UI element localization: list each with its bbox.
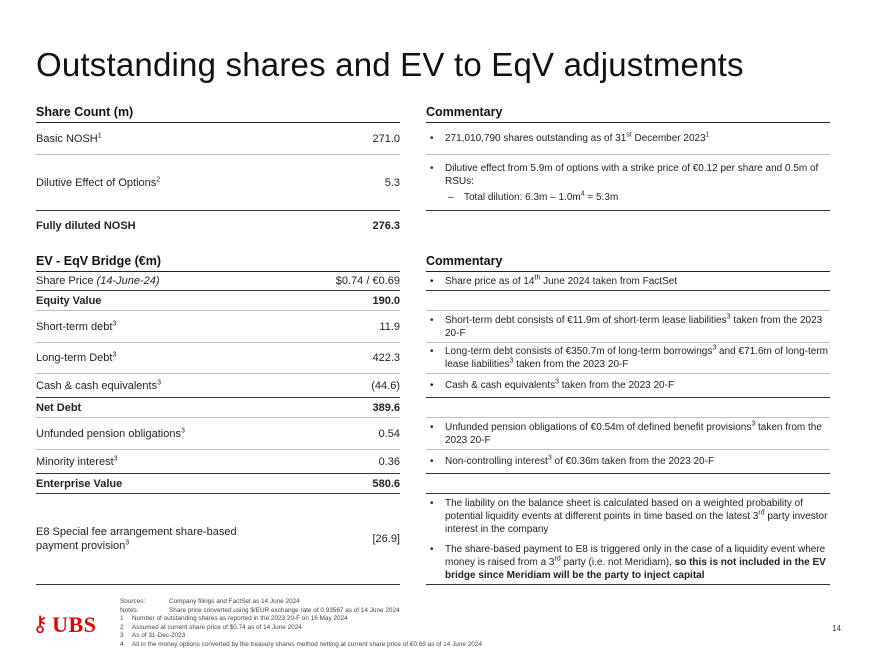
commentary-item: • Share price as of 14th June 2024 taken from FactSet [426,272,830,291]
table-row-net-debt [36,398,400,418]
row-label: Cash & cash equivalents [36,379,158,392]
commentary-header: Commentary [426,254,830,272]
row-label: Net Debt [36,401,82,414]
row-value: (44.6) [371,379,400,392]
footnote-text: Assumed at current share price of $0.74 as of 14 June 2024 [132,623,302,631]
row-value: $0.74 / €0.69 [335,275,400,287]
bullet-icon: • [430,380,434,391]
footnote-text: Number of outstanding shares as reported in the 2023 20-F on 16 May 2024 [132,615,348,623]
footnote-text: All in the money options converted by the treasury shares method netting at current share price of €0.69 as of 14 June 2024 [132,640,482,648]
notes-key: Notes: [120,606,139,614]
footnote-text: As of 31-Dec-2023 [132,632,186,640]
bullet-icon: • [430,456,434,467]
commentary-top [426,105,830,211]
row-label-date: (14-June-24) [96,275,160,287]
row-label: Minority interest [36,455,114,468]
table-row-e8-provision: E8 Special fee arrangement share-based payment provision$^3$ [26.9] [36,494,400,585]
bullet-icon: • [430,543,434,555]
footnote-number: 3 [120,632,124,640]
row-label: Short-term debt [36,320,113,333]
footnote-ref: 2 [156,175,161,183]
logo-wordmark: UBS [52,612,97,637]
row-value: 5.3 [384,176,400,189]
table-row-enterprise-value [36,474,400,494]
row-value: [26.9] [372,533,400,545]
share-count-header: Share Count (m) [36,105,400,123]
page-title: Outstanding shares and EV to EqV adjustments [36,46,744,83]
commentary-spacer [426,398,830,418]
bullet-icon: • [430,346,434,357]
footnote-number: 1 [120,615,124,623]
bullet-icon: • [430,421,434,433]
row-value: 0.36 [378,455,400,468]
commentary-bottom [426,254,830,585]
table-row-basic-nosh [36,123,400,155]
footnote-number: 4 [120,640,124,648]
row-value: 276.3 [372,219,400,232]
row-label: E8 Special fee arrangement share-based payment provision [36,526,237,552]
row-label: Equity Value [36,294,102,307]
commentary-item: • Non-controlling interest$^3$ of €0.36m taken from the 2023 20-F [426,450,830,474]
table-row-long-term-debt: Long-term Debt$^3$ 422.3 [36,343,400,374]
footnotes [120,598,482,650]
bullet-icon: • [430,497,434,509]
table-row-pension: Unfunded pension obligations$^3$ 0.54 [36,418,400,450]
bullet-icon: • [430,275,434,287]
three-keys-icon: ⚷ [32,612,49,637]
commentary-item: • Short-term debt consists of €11.9m of short-term lease liabilities$^3$ taken from the 2023 20-F [426,311,830,343]
bullet-icon: • [430,133,434,144]
commentary-item: • The liability on the balance sheet is calculated based on a weighted probability of potential liquidity events at different points in time based on the latest 3rd party investor interest in the company • The share-based payment to E8 is triggered only in the case of a liquidity event where money is raised from a 3rd party (i.e. not Meridiam), so this is not included in the EV bridge since Meridiam will be the party to inject capital [426,494,830,585]
row-label: Long-term Debt [36,352,113,364]
row-value: 271.0 [372,132,400,145]
row-value: 580.6 [372,477,400,490]
table-row-minority-interest: Minority interest$^3$ 0.36 [36,450,400,474]
sources-key: Sources: [120,598,146,605]
dash-icon: – [448,191,454,203]
commentary-spacer [426,291,830,311]
sources-text: Company filings and FactSet as 14 June 2024 [169,598,300,605]
share-count-table [36,105,400,240]
table-row-dilutive-options [36,155,400,211]
footnote-number: 2 [120,623,124,631]
table-row-cash: Cash & cash equivalents$^3$ (44.6) [36,374,400,398]
footnote-ref: 1 [97,131,102,139]
row-label: Share Price [36,275,94,287]
ubs-logo [32,612,96,638]
ev-eqv-bridge-table [36,254,400,585]
row-label: Unfunded pension obligations [36,427,181,440]
bullet-icon: • [430,314,434,326]
table-row-equity-value [36,291,400,311]
row-label: Basic NOSH [36,132,98,145]
table-row-fully-diluted [36,211,400,240]
commentary-item: • Cash & cash equivalents$^3$ taken from the 2023 20-F [426,374,830,398]
commentary-spacer [426,474,830,494]
row-value: 190.0 [372,294,400,307]
page-number: 14 [832,624,841,633]
commentary-item: • Dilutive effect from 5.9m of options with a strike price of €0.12 per share and 0.5m of RSUs: – Total dilution: $6.3m - 1.0m^4 = 5.3m$ [426,155,830,211]
bullet-icon: • [430,162,434,174]
commentary-header: Commentary [426,105,830,123]
row-value: 389.6 [372,401,400,414]
row-value: 422.3 [372,352,400,364]
row-value: 0.54 [378,427,400,440]
table-row-share-price [36,272,400,291]
row-label: Enterprise Value [36,477,123,490]
row-label: Dilutive Effect of Options [36,176,157,189]
table-row-short-term-debt: Short-term debt$^3$ 11.9 [36,311,400,343]
notes-text: Share price converted using $/EUR exchange rate of 0.93567 as of 14 June 2024 [169,606,400,614]
commentary-item: • Unfunded pension obligations of €0.54m of defined benefit provisions$^3$ taken from the 2023 20-F [426,418,830,450]
row-label: Fully diluted NOSH [36,219,136,232]
commentary-item: • 271,010,790 shares outstanding as of 31st December 2023$^1$ [426,123,830,155]
row-value: 11.9 [379,320,400,333]
bridge-header: EV - EqV Bridge (€m) [36,254,400,272]
commentary-item: • Long-term debt consists of €350.7m of long-term borrowings$^3$ and €71.6m of long-term lease liabilities$^3$ taken from the 2023 20-F [426,343,830,374]
